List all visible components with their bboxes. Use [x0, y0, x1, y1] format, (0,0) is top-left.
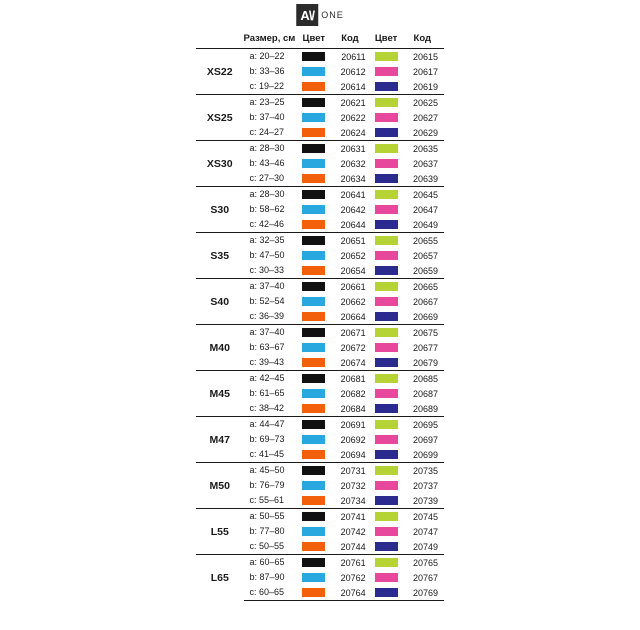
- color-swatch-right: [372, 355, 401, 371]
- measurement-range: a: 28–30: [244, 141, 300, 157]
- product-code-left: 20682: [340, 388, 366, 399]
- swatch-chip: [302, 251, 325, 260]
- color-swatch-right: [372, 141, 401, 157]
- product-code-right: 20647: [412, 204, 438, 215]
- product-code-left: 20642: [340, 204, 366, 215]
- header-code-2: Код: [401, 30, 444, 49]
- swatch-chip: [302, 435, 325, 444]
- color-swatch-left: [299, 585, 328, 601]
- product-code-left: 20644: [340, 219, 366, 230]
- product-code-left: 20641: [328, 187, 371, 203]
- swatch-chip: [302, 67, 325, 76]
- product-code-right: 20769: [401, 585, 444, 601]
- swatch-chip: [302, 573, 325, 582]
- swatch-chip: [302, 450, 325, 459]
- color-swatch-left: [299, 371, 328, 387]
- table-row: [196, 95, 444, 111]
- size-label: XS30: [196, 141, 244, 187]
- product-code-right: 20737: [412, 480, 438, 491]
- size-label: M40: [196, 325, 244, 371]
- swatch-chip: [302, 98, 325, 107]
- measurement-range: c: 27–30: [249, 173, 285, 183]
- header-code-1: Код: [328, 30, 371, 49]
- swatch-chip: [375, 496, 398, 505]
- swatch-chip: [375, 450, 398, 459]
- color-swatch-left: [299, 171, 328, 187]
- color-swatch-right: [372, 570, 401, 585]
- measurement-range: a: 50–55: [244, 509, 300, 525]
- product-code-left: 20621: [328, 95, 371, 111]
- swatch-chip: [375, 174, 398, 183]
- product-code-right: 20627: [412, 112, 438, 123]
- product-code-left: 20661: [328, 279, 371, 295]
- color-swatch-left: [299, 509, 328, 525]
- product-code-left: 20632: [340, 158, 366, 169]
- color-swatch-right: [372, 493, 401, 509]
- product-code-right: 20675: [401, 325, 444, 341]
- measurement-range: a: 37–40: [244, 325, 300, 341]
- size-label: S35: [196, 233, 244, 279]
- table-row: [196, 141, 444, 157]
- color-swatch-left: [299, 156, 328, 171]
- product-code-left: 20664: [340, 311, 366, 322]
- color-swatch-right: [372, 555, 401, 571]
- color-swatch-left: [299, 340, 328, 355]
- color-swatch-left: [299, 95, 328, 111]
- swatch-chip: [302, 220, 325, 229]
- swatch-chip: [375, 588, 398, 597]
- swatch-chip: [375, 220, 398, 229]
- product-code-right: 20687: [412, 388, 438, 399]
- color-swatch-left: [299, 555, 328, 571]
- swatch-chip: [375, 144, 398, 153]
- color-swatch-right: [372, 386, 401, 401]
- measurement-range: a: 42–45: [244, 371, 300, 387]
- size-label: M47: [196, 417, 244, 463]
- swatch-chip: [375, 52, 398, 61]
- product-code-right: 20659: [412, 265, 438, 276]
- color-swatch-left: [299, 447, 328, 463]
- color-swatch-right: [372, 509, 401, 525]
- product-code-left: 20651: [328, 233, 371, 249]
- table-row: [196, 279, 444, 295]
- product-code-left: 20692: [340, 434, 366, 445]
- product-code-left: 20674: [340, 357, 366, 368]
- swatch-chip: [302, 512, 325, 521]
- product-code-left: 20762: [340, 572, 366, 583]
- color-swatch-left: [299, 432, 328, 447]
- product-code-right: 20625: [401, 95, 444, 111]
- color-swatch-right: [372, 401, 401, 417]
- swatch-chip: [375, 98, 398, 107]
- swatch-chip: [375, 343, 398, 352]
- measurement-range: c: 24–27: [249, 127, 285, 137]
- swatch-chip: [375, 251, 398, 260]
- size-label: M45: [196, 371, 244, 417]
- swatch-chip: [375, 466, 398, 475]
- swatch-chip: [375, 481, 398, 490]
- measurement-range: c: 42–46: [249, 219, 285, 229]
- color-swatch-left: [299, 355, 328, 371]
- table-row: [196, 325, 444, 341]
- color-swatch-right: [372, 187, 401, 203]
- product-code-left: 20691: [328, 417, 371, 433]
- color-swatch-left: [299, 141, 328, 157]
- color-swatch-right: [372, 125, 401, 141]
- measurement-range: a: 23–25: [244, 95, 300, 111]
- measurement-range: a: 32–35: [244, 233, 300, 249]
- swatch-chip: [375, 297, 398, 306]
- swatch-chip: [375, 542, 398, 551]
- swatch-chip: [375, 282, 398, 291]
- color-swatch-left: [299, 202, 328, 217]
- table-row: [196, 187, 444, 203]
- swatch-chip: [302, 466, 325, 475]
- color-swatch-left: [299, 309, 328, 325]
- swatch-chip: [375, 558, 398, 567]
- color-swatch-left: [299, 325, 328, 341]
- product-code-right: 20749: [412, 541, 438, 552]
- measurement-range: c: 19–22: [249, 81, 285, 91]
- swatch-chip: [375, 527, 398, 536]
- color-swatch-right: [372, 539, 401, 555]
- brand-logo: [296, 4, 344, 26]
- product-code-right: 20615: [401, 49, 444, 65]
- swatch-chip: [302, 174, 325, 183]
- swatch-chip: [302, 144, 325, 153]
- color-swatch-left: [299, 248, 328, 263]
- measurement-range: a: 45–50: [244, 463, 300, 479]
- color-swatch-left: [299, 64, 328, 79]
- header-color-2: Цвет: [372, 30, 401, 49]
- product-code-right: 20669: [412, 311, 438, 322]
- color-swatch-right: [372, 309, 401, 325]
- color-swatch-left: [299, 279, 328, 295]
- product-code-right: 20747: [412, 526, 438, 537]
- measurement-range: c: 30–33: [249, 265, 285, 275]
- swatch-chip: [302, 52, 325, 61]
- product-code-right: 20645: [401, 187, 444, 203]
- swatch-chip: [375, 67, 398, 76]
- product-code-left: 20671: [328, 325, 371, 341]
- logo-mark: A\/: [296, 4, 318, 26]
- product-code-left: 20761: [328, 555, 371, 571]
- color-swatch-right: [372, 371, 401, 387]
- product-code-right: 20695: [401, 417, 444, 433]
- table-row: [196, 417, 444, 433]
- product-code-right: 20745: [401, 509, 444, 525]
- color-swatch-right: [372, 156, 401, 171]
- product-code-left: 20731: [328, 463, 371, 479]
- swatch-chip: [375, 435, 398, 444]
- product-code-left: 20684: [340, 403, 366, 414]
- measurement-range: b: 58–62: [249, 204, 285, 214]
- measurement-range: a: 60–65: [244, 555, 300, 571]
- product-code-left: 20742: [340, 526, 366, 537]
- swatch-chip: [302, 374, 325, 383]
- product-code-right: 20655: [401, 233, 444, 249]
- swatch-chip: [302, 588, 325, 597]
- swatch-chip: [302, 266, 325, 275]
- product-code-left: 20631: [328, 141, 371, 157]
- table-row: [196, 371, 444, 387]
- product-code-right: 20617: [412, 66, 438, 77]
- measurement-range: a: 37–40: [244, 279, 300, 295]
- table-row: [196, 509, 444, 525]
- color-swatch-right: [372, 95, 401, 111]
- swatch-chip: [375, 389, 398, 398]
- color-swatch-right: [372, 233, 401, 249]
- color-swatch-right: [372, 417, 401, 433]
- measurement-range: b: 61–65: [249, 388, 285, 398]
- product-code-right: 20635: [401, 141, 444, 157]
- swatch-chip: [375, 236, 398, 245]
- product-code-right: 20619: [412, 81, 438, 92]
- swatch-chip: [302, 282, 325, 291]
- product-code-left: 20662: [340, 296, 366, 307]
- swatch-chip: [302, 358, 325, 367]
- color-swatch-right: [372, 325, 401, 341]
- swatch-chip: [302, 236, 325, 245]
- measurement-range: a: 44–47: [244, 417, 300, 433]
- size-label: L55: [196, 509, 244, 555]
- color-swatch-left: [299, 401, 328, 417]
- product-code-right: 20667: [412, 296, 438, 307]
- product-code-left: 20744: [340, 541, 366, 552]
- swatch-chip: [375, 128, 398, 137]
- product-code-left: 20734: [340, 495, 366, 506]
- swatch-chip: [375, 205, 398, 214]
- product-code-left: 20672: [340, 342, 366, 353]
- measurement-range: a: 28–30: [244, 187, 300, 203]
- product-code-left: 20741: [328, 509, 371, 525]
- color-swatch-right: [372, 585, 401, 601]
- color-swatch-left: [299, 478, 328, 493]
- product-code-right: 20697: [412, 434, 438, 445]
- swatch-chip: [375, 374, 398, 383]
- swatch-chip: [302, 128, 325, 137]
- color-swatch-left: [299, 233, 328, 249]
- swatch-chip: [302, 159, 325, 168]
- color-swatch-left: [299, 110, 328, 125]
- swatch-chip: [375, 113, 398, 122]
- measurement-range: b: 37–40: [249, 112, 285, 122]
- color-swatch-right: [372, 463, 401, 479]
- product-code-right: 20685: [401, 371, 444, 387]
- color-swatch-left: [299, 493, 328, 509]
- swatch-chip: [302, 389, 325, 398]
- measurement-range: b: 76–79: [249, 480, 285, 490]
- color-swatch-right: [372, 248, 401, 263]
- color-swatch-right: [372, 217, 401, 233]
- color-swatch-right: [372, 171, 401, 187]
- swatch-chip: [375, 266, 398, 275]
- swatch-chip: [302, 113, 325, 122]
- product-code-right: 20699: [412, 449, 438, 460]
- product-code-right: 20637: [412, 158, 438, 169]
- product-code-right: 20679: [412, 357, 438, 368]
- measurement-range: b: 87–90: [249, 572, 285, 582]
- product-code-left: 20694: [340, 449, 366, 460]
- size-color-table: [196, 30, 444, 601]
- swatch-chip: [302, 312, 325, 321]
- table-header-row: [196, 30, 444, 49]
- product-code-left: 20622: [340, 112, 366, 123]
- measurement-range: c: 36–39: [249, 311, 285, 321]
- swatch-chip: [302, 297, 325, 306]
- product-code-left: 20614: [340, 81, 366, 92]
- swatch-chip: [302, 190, 325, 199]
- swatch-chip: [375, 328, 398, 337]
- color-swatch-left: [299, 463, 328, 479]
- product-code-right: 20629: [412, 127, 438, 138]
- measurement-range: b: 43–46: [249, 158, 285, 168]
- product-code-right: 20677: [412, 342, 438, 353]
- color-swatch-right: [372, 447, 401, 463]
- header-color-1: Цвет: [299, 30, 328, 49]
- swatch-chip: [302, 82, 325, 91]
- color-swatch-left: [299, 263, 328, 279]
- swatch-chip: [375, 82, 398, 91]
- table-row: [196, 463, 444, 479]
- color-swatch-right: [372, 202, 401, 217]
- swatch-chip: [302, 420, 325, 429]
- swatch-chip: [375, 190, 398, 199]
- swatch-chip: [375, 159, 398, 168]
- measurement-range: b: 47–50: [249, 250, 285, 260]
- color-swatch-left: [299, 217, 328, 233]
- swatch-chip: [302, 343, 325, 352]
- color-swatch-left: [299, 539, 328, 555]
- table: [196, 30, 444, 601]
- swatch-chip: [302, 558, 325, 567]
- color-swatch-left: [299, 187, 328, 203]
- swatch-chip: [302, 527, 325, 536]
- product-code-left: 20612: [340, 66, 366, 77]
- product-code-left: 20654: [340, 265, 366, 276]
- header-size: Размер, см: [196, 30, 299, 49]
- product-code-left: 20681: [328, 371, 371, 387]
- size-label: S30: [196, 187, 244, 233]
- size-label: XS25: [196, 95, 244, 141]
- product-code-right: 20739: [412, 495, 438, 506]
- color-swatch-right: [372, 64, 401, 79]
- measurement-range: c: 41–45: [249, 449, 285, 459]
- color-swatch-left: [299, 294, 328, 309]
- swatch-chip: [302, 404, 325, 413]
- color-swatch-left: [299, 79, 328, 95]
- swatch-chip: [302, 205, 325, 214]
- product-code-right: 20735: [401, 463, 444, 479]
- measurement-range: c: 60–65: [244, 585, 300, 601]
- color-swatch-right: [372, 49, 401, 65]
- measurement-range: b: 77–80: [249, 526, 285, 536]
- product-code-left: 20732: [340, 480, 366, 491]
- product-code-right: 20657: [412, 250, 438, 261]
- color-swatch-left: [299, 125, 328, 141]
- product-code-right: 20767: [412, 572, 438, 583]
- logo-text: ONE: [321, 10, 344, 20]
- color-swatch-left: [299, 49, 328, 65]
- size-label: L65: [196, 555, 244, 601]
- color-swatch-right: [372, 110, 401, 125]
- product-code-right: 20639: [412, 173, 438, 184]
- product-code-right: 20665: [401, 279, 444, 295]
- measurement-range: b: 52–54: [249, 296, 285, 306]
- color-swatch-right: [372, 432, 401, 447]
- size-label: M50: [196, 463, 244, 509]
- measurement-range: b: 69–73: [249, 434, 285, 444]
- swatch-chip: [375, 404, 398, 413]
- table-row: [196, 49, 444, 65]
- measurement-range: a: 20–22: [244, 49, 300, 65]
- color-swatch-left: [299, 417, 328, 433]
- product-code-right: 20765: [401, 555, 444, 571]
- color-swatch-right: [372, 478, 401, 493]
- product-code-left: 20652: [340, 250, 366, 261]
- color-swatch-left: [299, 570, 328, 585]
- swatch-chip: [302, 328, 325, 337]
- product-code-right: 20689: [412, 403, 438, 414]
- color-swatch-right: [372, 79, 401, 95]
- size-label: XS22: [196, 49, 244, 95]
- color-swatch-right: [372, 294, 401, 309]
- product-code-right: 20649: [412, 219, 438, 230]
- table-row: [196, 233, 444, 249]
- product-code-left: 20624: [340, 127, 366, 138]
- color-swatch-right: [372, 263, 401, 279]
- color-swatch-right: [372, 279, 401, 295]
- size-label: S40: [196, 279, 244, 325]
- swatch-chip: [375, 358, 398, 367]
- product-code-left: 20634: [340, 173, 366, 184]
- product-code-left: 20764: [328, 585, 371, 601]
- swatch-chip: [375, 573, 398, 582]
- measurement-range: b: 33–36: [249, 66, 285, 76]
- product-code-left: 20611: [328, 49, 371, 65]
- measurement-range: c: 55–61: [249, 495, 285, 505]
- swatch-chip: [302, 481, 325, 490]
- swatch-chip: [302, 496, 325, 505]
- table-body: [196, 49, 444, 601]
- swatch-chip: [302, 542, 325, 551]
- color-swatch-right: [372, 340, 401, 355]
- table-row: [196, 555, 444, 571]
- color-swatch-left: [299, 524, 328, 539]
- color-swatch-left: [299, 386, 328, 401]
- color-swatch-right: [372, 524, 401, 539]
- measurement-range: c: 50–55: [249, 541, 285, 551]
- measurement-range: c: 39–43: [249, 357, 285, 367]
- measurement-range: b: 63–67: [249, 342, 285, 352]
- swatch-chip: [375, 420, 398, 429]
- measurement-range: c: 38–42: [249, 403, 285, 413]
- swatch-chip: [375, 512, 398, 521]
- swatch-chip: [375, 312, 398, 321]
